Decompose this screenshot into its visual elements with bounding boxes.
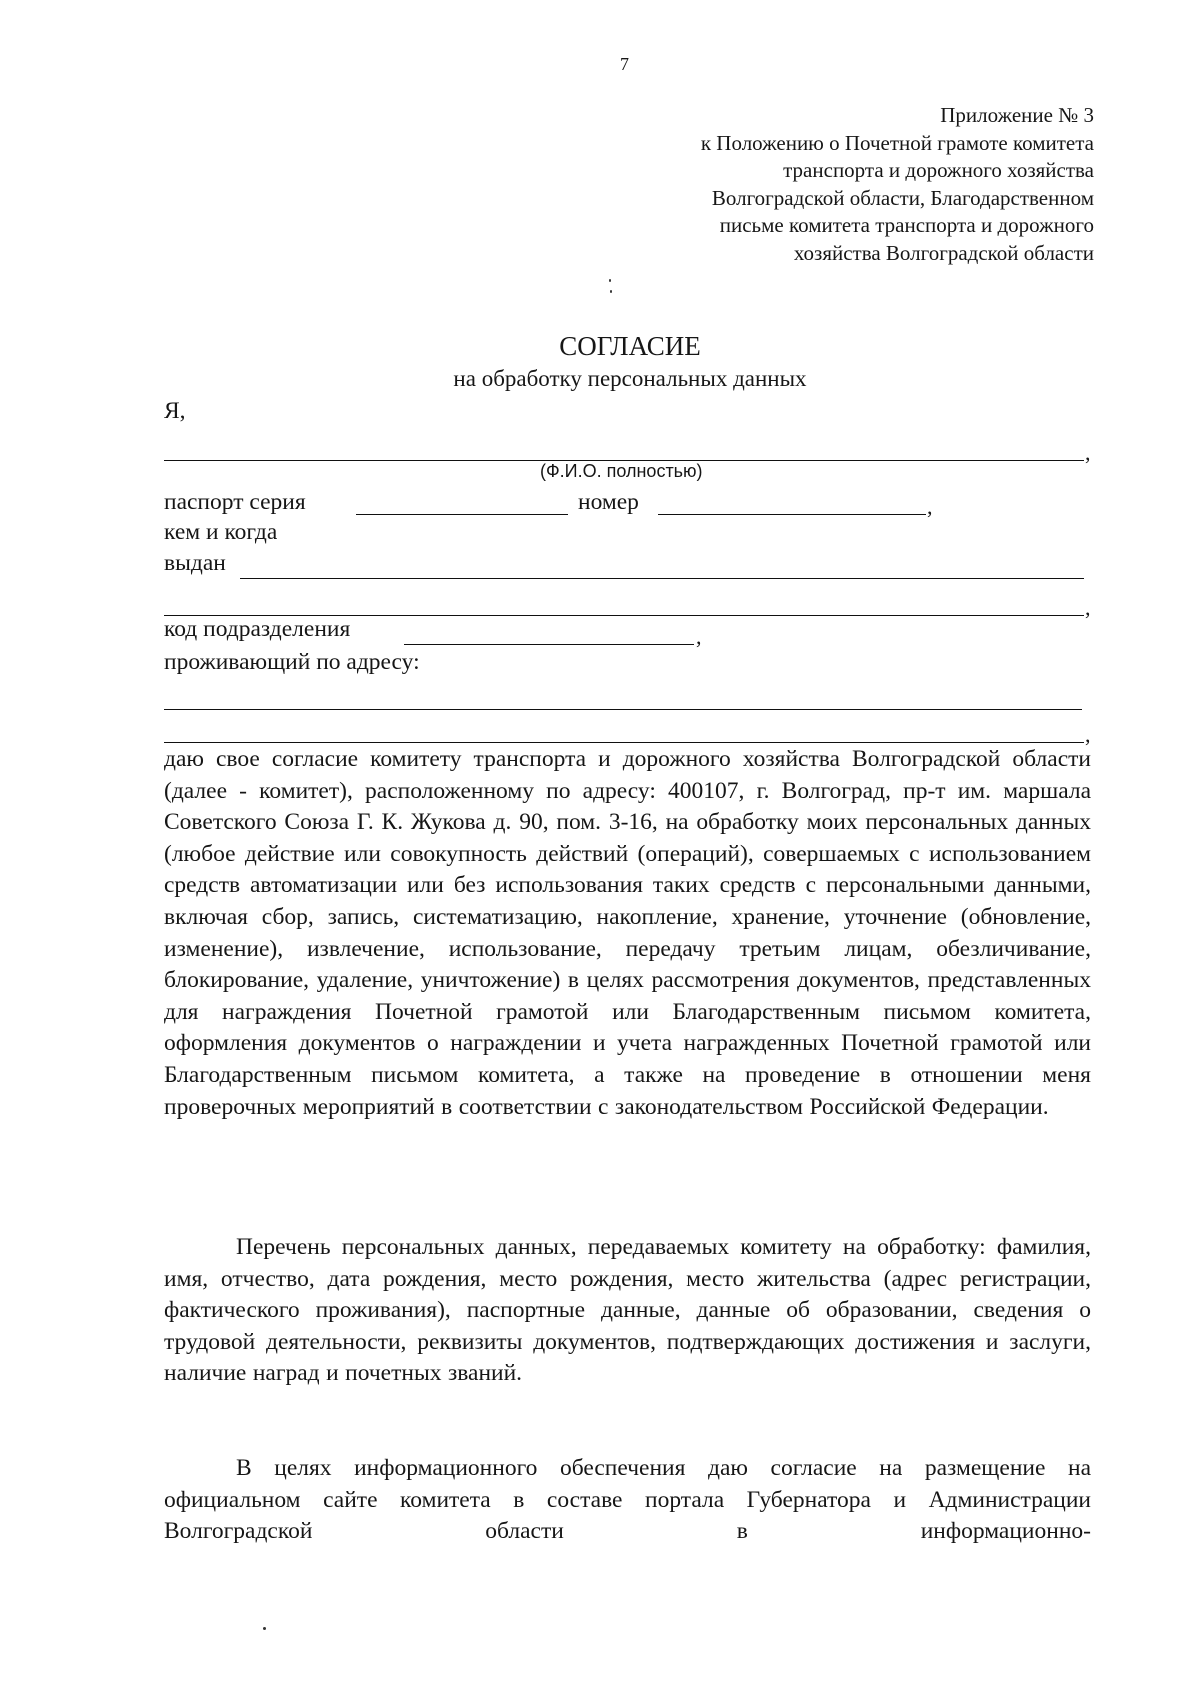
- appendix-header: [701, 102, 1094, 267]
- comma: ,: [1085, 722, 1091, 747]
- fio-caption: (Ф.И.О. полностью): [540, 461, 703, 481]
- title-block: [0, 330, 1200, 394]
- comma: ,: [696, 624, 702, 649]
- document-subtitle: на обработку персональных данных: [453, 366, 807, 391]
- scan-speck: [609, 279, 611, 282]
- address-label: проживающий по адресу:: [164, 649, 420, 675]
- page-number: 7: [620, 54, 629, 74]
- appendix-line: транспорта и дорожного хозяйства: [783, 158, 1094, 182]
- scan-speck: [263, 1627, 266, 1630]
- publication-consent-paragraph: В целях информационного обеспечения даю согласие на размещение на официальном сайте комитета в составе портала Губернатора и Администрации Волгоградской области в информационно-: [164, 1455, 1091, 1545]
- issued-by-label: кем и когда: [164, 519, 278, 545]
- issued-label: выдан: [164, 550, 226, 576]
- division-code-label: код подразделения: [164, 616, 351, 642]
- i-label: Я,: [164, 398, 186, 424]
- number-label: номер: [578, 489, 639, 515]
- address-line-2[interactable]: [164, 742, 1084, 743]
- appendix-line: Волгоградской области, Благодарственном: [711, 185, 1094, 210]
- passport-number-line[interactable]: [658, 514, 926, 515]
- scan-speck: [610, 290, 612, 293]
- issued-by-line[interactable]: [240, 578, 1084, 579]
- division-code-line[interactable]: [404, 644, 694, 645]
- appendix-line: к Положению о Почетной грамоте комитета: [700, 130, 1094, 155]
- address-line-1[interactable]: [164, 709, 1082, 710]
- passport-series-label: паспорт серия: [164, 489, 306, 515]
- document-title: СОГЛАСИЕ: [559, 331, 701, 361]
- comma: ,: [927, 494, 933, 519]
- appendix-line: письме комитета транспорта и дорожного: [719, 213, 1094, 237]
- comma: ,: [1085, 440, 1091, 465]
- passport-series-line[interactable]: [356, 514, 568, 515]
- consent-paragraph: даю свое согласие комитету транспорта и дорожного хозяйства Волгоградской области (далее - комитет), расположенному по адресу: 400107, г. Волгоград, пр-т им. маршала Советского Союза Г. К. Жукова д. 90, пом. 3-16, на обработку моих персональных данных (любое действие или совокупность действий (операций), совершаемых с использованием средств автоматизации или без использования таких средств с персональными данными, включая сбор, запись, систематизацию, накопление, хранение, уточнение (обновление, изменение), извлечение, использование, передачу третьим лицам, обезличивание, блокирование, удаление, уничтожение) в целях рассмотрения документов, представленных для награждения Почетной грамотой или Благодарственным письмом комитета, оформления документов о награждении и учета награжденных Почетной грамотой или Благодарственным письмом комитета, а также на проведение в отношении меня проверочных мероприятий в соответствии с законодательством Российской Федерации.: [164, 746, 1091, 1120]
- comma: ,: [1085, 595, 1091, 620]
- appendix-line: хозяйства Волгоградской области: [793, 240, 1094, 265]
- personal-data-list-paragraph: Перечень персональных данных, передаваемых комитету на обработку: фамилия, имя, отчество, дата рождения, место рождения, место жительства (адрес регистрации, фактического проживания), паспортные данные, данные об образовании, сведения о трудовой деятельности, реквизиты документов, подтверждающих достижения и заслуги, наличие наград и почетных званий.: [164, 1234, 1091, 1387]
- appendix-line: Приложение № 3: [940, 103, 1094, 127]
